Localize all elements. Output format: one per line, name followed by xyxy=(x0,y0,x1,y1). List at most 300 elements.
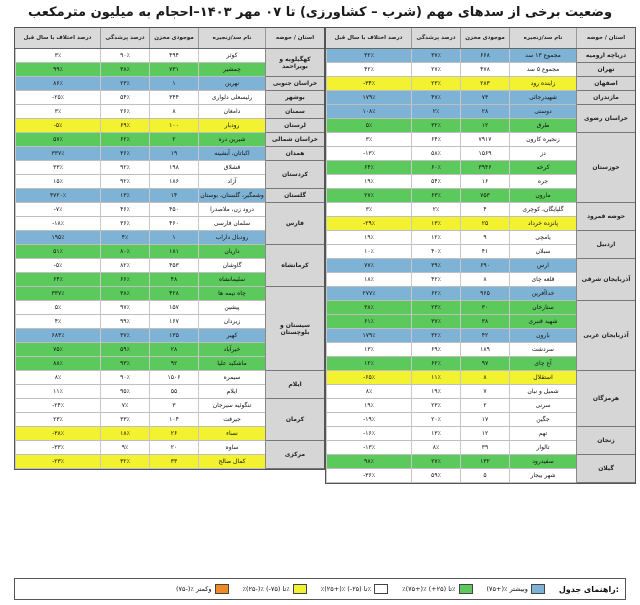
diff-cell: ۱۹٪ xyxy=(326,175,411,188)
dam-cell: رودبار xyxy=(198,119,265,132)
volume-cell: ۱۰۰ xyxy=(149,119,198,132)
diff-cell: -۲۵٪ xyxy=(15,91,100,104)
dam-cell: بارون xyxy=(509,329,576,342)
fill-cell: ۲٪ xyxy=(411,203,460,216)
diff-cell: ۸۸٪ xyxy=(15,357,100,370)
table-row xyxy=(326,203,576,217)
dam-cell: رودبال داراب xyxy=(198,231,265,244)
table-row xyxy=(326,371,576,385)
dam-cell: پیشین xyxy=(198,301,265,314)
table-row xyxy=(326,287,576,301)
header-fill: درصد پرشدگی xyxy=(100,28,149,48)
diff-cell: -۱۹٪ xyxy=(326,413,411,426)
fill-cell: ۳۲٪ xyxy=(100,455,149,468)
fill-cell: ۱۹٪ xyxy=(411,385,460,398)
fill-cell: ۶۲٪ xyxy=(100,133,149,146)
province-cell: مرکزی xyxy=(266,441,324,469)
dam-cell: نساء xyxy=(198,427,265,440)
province-cell: ایلام xyxy=(266,371,324,399)
dam-cell: سیمره xyxy=(198,371,265,384)
volume-cell: ۲۸۳ xyxy=(460,77,509,90)
volume-cell: ۱۳۵ xyxy=(149,329,198,342)
diff-cell: ۵٪ xyxy=(326,119,411,132)
volume-cell: ۱۴ xyxy=(149,189,198,202)
fill-cell: ۴٪ xyxy=(100,231,149,244)
province-column xyxy=(576,49,635,483)
table-row xyxy=(15,175,265,189)
table-row xyxy=(15,119,265,133)
volume-cell: ۶۶۸ xyxy=(460,49,509,62)
table-row xyxy=(15,315,265,329)
province-cell: گلستان xyxy=(266,189,324,203)
diff-cell: ۸٪ xyxy=(15,371,100,384)
header-volume: موجودی مخزن xyxy=(460,28,509,48)
volume-cell: ۷۵۳ xyxy=(460,189,509,202)
legend-swatch xyxy=(531,584,545,594)
diff-cell: ۳٪ xyxy=(326,133,411,146)
fill-cell: ۶۰٪ xyxy=(411,161,460,174)
dam-cell: پانزده خرداد xyxy=(509,217,576,230)
province-cell: فارس xyxy=(266,203,324,245)
dam-cell: یامچی xyxy=(509,231,576,244)
diff-cell: ۱۹۵٪ xyxy=(15,231,100,244)
volume-cell: ۱۲ xyxy=(460,119,509,132)
table-row xyxy=(326,469,576,483)
dam-cell: سرنی xyxy=(509,399,576,412)
dam-cell: شهید قنبری xyxy=(509,315,576,328)
province-cell: مازندران xyxy=(577,91,635,105)
diff-cell: -۲۹٪ xyxy=(326,217,411,230)
dam-cell: کمال صالح xyxy=(198,455,265,468)
table-row xyxy=(15,427,265,441)
volume-cell: ۴۵۳ xyxy=(149,259,198,272)
table-row xyxy=(15,231,265,245)
volume-cell: ۱۸۱ xyxy=(149,245,198,258)
province-cell: بوشهر xyxy=(266,91,324,105)
volume-cell: ۳۹۴۶ xyxy=(460,161,509,174)
diff-cell: ۲۷٪ xyxy=(326,189,411,202)
diff-cell: ۲۳٪ xyxy=(15,413,100,426)
table-row xyxy=(326,273,576,287)
dam-cell: تالوار xyxy=(509,441,576,454)
diff-cell: ۶۴٪ xyxy=(326,161,411,174)
dam-cell: آزاد xyxy=(198,175,265,188)
province-cell: سمنان xyxy=(266,105,324,119)
dam-cell: زیردان xyxy=(198,315,265,328)
page-title: وضعیت برخی از سدهای مهم (شرب – کشاورزی) تا ۰۷ مهر ۱۴۰۳–احجام به میلیون مترمکعب xyxy=(27,5,613,20)
fill-cell: ۱۳٪ xyxy=(100,189,149,202)
volume-cell: ۸ xyxy=(460,273,509,286)
fill-cell: ۹۰٪ xyxy=(100,49,149,62)
dam-cell: شمیل و نیان xyxy=(509,385,576,398)
dam-cell: چمشیر xyxy=(198,63,265,76)
legend-swatch xyxy=(293,584,307,594)
header-diff: درصد اختلاف با سال قبل xyxy=(334,35,403,41)
legend-swatch xyxy=(459,584,473,594)
province-cell: خراسان جنوبی xyxy=(266,77,324,91)
table-row xyxy=(15,245,265,259)
diff-cell: ۱۷۹٪ xyxy=(326,329,411,342)
volume-cell: ۴۱ xyxy=(460,245,509,258)
province-column xyxy=(265,49,324,469)
table-row xyxy=(15,385,265,399)
legend-item-white xyxy=(321,584,388,594)
table-row xyxy=(326,385,576,399)
table-row xyxy=(15,133,265,147)
header-volume: موجودی مخزن xyxy=(149,28,198,48)
dam-cell: ارس xyxy=(509,259,576,272)
dam-cell: تهم xyxy=(509,427,576,440)
diff-cell: ۱۹٪ xyxy=(326,231,411,244)
volume-cell: ۹۲ xyxy=(149,357,198,370)
table-row xyxy=(326,147,576,161)
volume-cell: ۲۰ xyxy=(149,441,198,454)
table-row xyxy=(15,287,265,301)
table-row xyxy=(15,203,265,217)
fill-cell: ۶۳٪ xyxy=(411,189,460,202)
volume-cell: ۴۲۸ xyxy=(149,287,198,300)
province-cell: اصفهان xyxy=(577,77,635,91)
diff-cell: -۲۳٪ xyxy=(15,455,100,468)
legend-label: ٪(۷۵+)٪ تا (۲۵+)٪ xyxy=(402,585,456,593)
fill-cell: ۲۳٪ xyxy=(411,399,460,412)
fill-cell: ۹۲٪ xyxy=(100,175,149,188)
fill-cell: ۳۹٪ xyxy=(411,259,460,272)
diff-cell: -۵٪ xyxy=(15,119,100,132)
header-province: استان / حوضه xyxy=(265,28,324,48)
dam-cell: جیرفت xyxy=(198,413,265,426)
diff-cell: ۱۹٪ xyxy=(326,399,411,412)
diff-cell: ۱۵٪ xyxy=(15,175,100,188)
table-row xyxy=(15,371,265,385)
diff-cell: -۱۶٪ xyxy=(326,427,411,440)
fill-cell: ۳۶٪ xyxy=(100,217,149,230)
province-cell: دریاچه ارومیه xyxy=(577,49,635,63)
diff-cell: ۶۴٪ xyxy=(15,273,100,286)
diff-cell: -۵٪ xyxy=(15,259,100,272)
diff-cell: -۳۶٪ xyxy=(326,469,411,482)
fill-cell: ۹۲٪ xyxy=(100,161,149,174)
volume-cell: ۲۸ xyxy=(149,343,198,356)
rows-column xyxy=(326,49,576,483)
diff-cell: ۶۱٪ xyxy=(326,315,411,328)
volume-cell: ۱۰۴ xyxy=(149,413,198,426)
fill-cell: ۳۳٪ xyxy=(100,413,149,426)
fill-cell: ۶۲٪ xyxy=(411,357,460,370)
table-row xyxy=(15,147,265,161)
volume-cell: ۳۰ xyxy=(460,301,509,314)
fill-cell: ۴۷٪ xyxy=(411,91,460,104)
volume-cell: ۱۶۷ xyxy=(149,315,198,328)
fill-cell: ۹۳٪ xyxy=(100,357,149,370)
volume-cell: ۲۵ xyxy=(460,217,509,230)
dam-cell: دز xyxy=(509,147,576,160)
fill-cell: ۲۳٪ xyxy=(100,77,149,90)
legend-label: ٪(۲۵+)٪ تا (۲۵-)٪ xyxy=(320,585,372,593)
left-table-body xyxy=(15,49,324,469)
table-row xyxy=(15,259,265,273)
volume-cell: ۱۳۲ xyxy=(460,455,509,468)
fill-cell: ۲۶٪ xyxy=(100,105,149,118)
province-cell: کهگیلویه و بویراحمد xyxy=(266,49,324,77)
fill-cell: ۲۳٪ xyxy=(411,77,460,90)
dam-cell: کرخه xyxy=(509,161,576,174)
right-table xyxy=(325,27,636,484)
fill-cell: ۵۴٪ xyxy=(411,175,460,188)
fill-cell: ۱۲٪ xyxy=(411,231,460,244)
table-row xyxy=(326,315,576,329)
volume-cell: ۴۹۴ xyxy=(149,49,198,62)
table-row xyxy=(15,273,265,287)
volume-cell: ۱۷ xyxy=(460,413,509,426)
diff-cell: ۳٪ xyxy=(15,49,100,62)
diff-cell: ۱۷۹٪ xyxy=(326,91,411,104)
table-row xyxy=(15,77,265,91)
table-row xyxy=(15,189,265,203)
diff-cell: ۳٪ xyxy=(326,203,411,216)
fill-cell: ۳۸٪ xyxy=(100,287,149,300)
diff-cell: ۵۷٪ xyxy=(15,133,100,146)
fill-cell: ۲٪ xyxy=(411,105,460,118)
dam-cell: ماشکید علیا xyxy=(198,357,265,370)
fill-cell: ۱۸٪ xyxy=(100,427,149,440)
table-row xyxy=(15,413,265,427)
table-row xyxy=(15,217,265,231)
volume-cell: ۷ xyxy=(460,385,509,398)
dam-cell: سلمان فارسی xyxy=(198,217,265,230)
table-row xyxy=(326,259,576,273)
fill-cell: ۷٪ xyxy=(100,399,149,412)
fill-cell: ۵۹٪ xyxy=(411,469,460,482)
header-fill: درصد پرشدگی xyxy=(411,28,460,48)
fill-cell: ۶۹٪ xyxy=(100,119,149,132)
province-cell: تهران xyxy=(577,63,635,77)
diff-cell: ۹۹٪ xyxy=(15,63,100,76)
province-cell: کرمانشاه xyxy=(266,245,324,287)
table-header xyxy=(326,28,635,49)
table-row xyxy=(326,91,576,105)
legend-label: (۷۵+)٪ وبیشتر xyxy=(486,585,528,593)
diff-cell: -۱۳٪ xyxy=(326,147,411,160)
diff-cell: ۱۸٪ xyxy=(326,273,411,286)
header-diff: درصد اختلاف با سال قبل xyxy=(23,35,92,41)
fill-cell: ۳۷٪ xyxy=(100,329,149,342)
dam-cell: ساوه xyxy=(198,441,265,454)
volume-cell: ۳۹ xyxy=(460,441,509,454)
volume-cell: ۱۵۰۶ xyxy=(149,371,198,384)
dam-cell: استقلال xyxy=(509,371,576,384)
table-row xyxy=(326,455,576,469)
dam-cell: دامغان xyxy=(198,105,265,118)
dam-cell: رئیسعلی دلواری xyxy=(198,91,265,104)
diff-cell: ۳۸٪ xyxy=(326,301,411,314)
fill-cell: ۵۸٪ xyxy=(411,147,460,160)
table-row xyxy=(15,343,265,357)
table-row xyxy=(326,189,576,203)
province-cell: کردستان xyxy=(266,161,324,189)
right-table-body xyxy=(326,49,635,483)
legend-item-blue xyxy=(487,584,545,594)
volume-cell: ۴۸ xyxy=(149,273,198,286)
province-cell: هرمزگان xyxy=(577,371,635,427)
legend-label: ٪(۲۵-)٪ تا (۷۵-)٪ xyxy=(242,585,290,593)
legend-item-orange xyxy=(176,584,229,594)
diff-cell: ۱۰٪ xyxy=(326,245,411,258)
table-row xyxy=(15,49,265,63)
province-cell: کرمان xyxy=(266,399,324,441)
diff-cell: ۶۸۳٪ xyxy=(15,329,100,342)
volume-cell: ۳۴۴ xyxy=(149,91,198,104)
diff-cell: ۱۰۸٪ xyxy=(326,105,411,118)
fill-cell: ۸۲٪ xyxy=(100,259,149,272)
left-table xyxy=(14,27,325,470)
legend-label: (۷۵-)٪ وکمتر xyxy=(175,585,212,593)
province-cell: آذربایجان غربی xyxy=(577,301,635,371)
volume-cell: ۷۳ xyxy=(460,91,509,104)
volume-cell: ۱۵۶۹ xyxy=(460,147,509,160)
table-row xyxy=(326,399,576,413)
province-cell: سیستان و بلوچستان xyxy=(266,287,324,371)
fill-cell: ۶۶٪ xyxy=(100,273,149,286)
header-dam: نام سد/زنجیره xyxy=(198,28,265,48)
dam-cell: طرق xyxy=(509,119,576,132)
dam-cell: زاینده رود xyxy=(509,77,576,90)
table-header xyxy=(15,28,324,49)
diff-cell: ۳۲٪ xyxy=(326,49,411,62)
fill-cell: ۲۰٪ xyxy=(411,413,460,426)
table-row xyxy=(326,413,576,427)
diff-cell: -۱۸٪ xyxy=(15,217,100,230)
volume-cell: ۵ xyxy=(460,469,509,482)
dam-cell: سبلان xyxy=(509,245,576,258)
volume-cell: ۹۶۵ xyxy=(460,287,509,300)
province-cell: آذربایجان شرقی xyxy=(577,259,635,301)
fill-cell: ۹۹٪ xyxy=(100,315,149,328)
fill-cell: ۱۳٪ xyxy=(411,427,460,440)
fill-cell: ۹۵٪ xyxy=(100,385,149,398)
volume-cell: ۱۵۷ xyxy=(149,301,198,314)
header-province: استان / حوضه xyxy=(576,28,635,48)
volume-cell: ۷۳۱ xyxy=(149,63,198,76)
dam-cell: زنجیره کارون xyxy=(509,133,576,146)
province-cell: حوضه قمرود xyxy=(577,203,635,231)
legend xyxy=(14,578,626,600)
volume-cell: ۴۷۸ xyxy=(460,63,509,76)
dam-cell: مارون xyxy=(509,189,576,202)
table-row xyxy=(326,77,576,91)
volume-cell: ۱۶ xyxy=(460,175,509,188)
dam-cell: جگین xyxy=(509,413,576,426)
dam-cell: سردشت xyxy=(509,343,576,356)
dam-cell: ایلام xyxy=(198,385,265,398)
dam-cell: داریان xyxy=(198,245,265,258)
dam-cell: شهیدرجائی xyxy=(509,91,576,104)
fill-cell: ۹۷٪ xyxy=(100,301,149,314)
volume-cell: ۲۶ xyxy=(149,427,198,440)
volume-cell: ۳۳ xyxy=(149,455,198,468)
table-row xyxy=(15,301,265,315)
table-row xyxy=(15,455,265,469)
table-row xyxy=(326,175,576,189)
volume-cell: ۲ xyxy=(149,133,198,146)
diff-cell: ۳٪ xyxy=(15,105,100,118)
fill-cell: ۸۰٪ xyxy=(100,245,149,258)
fill-cell: ۳۷٪ xyxy=(411,315,460,328)
dam-cell: سلیمانشاه xyxy=(198,273,265,286)
table-row xyxy=(326,231,576,245)
volume-cell: ۹۷ xyxy=(460,357,509,370)
diff-cell: -۳۴٪ xyxy=(326,77,411,90)
dam-cell: کوثر xyxy=(198,49,265,62)
legend-swatch xyxy=(215,584,229,594)
fill-cell: ۶۴٪ xyxy=(411,133,460,146)
province-cell: زنجان xyxy=(577,427,635,455)
diff-cell: ۳۳۷٪ xyxy=(15,147,100,160)
rows-column xyxy=(15,49,265,469)
diff-cell: ۴۷۲۰٪ xyxy=(15,189,100,202)
table-row xyxy=(326,217,576,231)
dam-cell: خداآفرین xyxy=(509,287,576,300)
table-row xyxy=(326,441,576,455)
volume-cell: ۳۸ xyxy=(460,315,509,328)
dam-cell: قشلاق xyxy=(198,161,265,174)
diff-cell: ۸۶٪ xyxy=(15,77,100,90)
province-cell: خراسان رضوی xyxy=(577,105,635,133)
table-row xyxy=(15,399,265,413)
diff-cell: ۸٪ xyxy=(326,385,411,398)
fill-cell: ۳۲٪ xyxy=(411,329,460,342)
dam-cell: چاه نیمه ها xyxy=(198,287,265,300)
table-row xyxy=(326,329,576,343)
fill-cell: ۳۲٪ xyxy=(411,119,460,132)
legend-title: راهنمای جدول: xyxy=(558,584,619,594)
volume-cell: ۳ xyxy=(149,399,198,412)
diff-cell: ۴۲٪ xyxy=(326,63,411,76)
table-row xyxy=(326,119,576,133)
dam-cell: نهرین xyxy=(198,77,265,90)
diff-cell: ۳۳٪ xyxy=(15,161,100,174)
diff-cell: ۵۱٪ xyxy=(15,245,100,258)
volume-cell: ۱ xyxy=(149,77,198,90)
diff-cell: -۱۳٪ xyxy=(326,441,411,454)
volume-cell: ۲ xyxy=(460,399,509,412)
dam-cell: گلپایگان، کوچری xyxy=(509,203,576,216)
dam-cell: شهر بیجار xyxy=(509,469,576,482)
header-dam: نام سد/زنجیره xyxy=(509,28,576,48)
dam-cell: دوستی xyxy=(509,105,576,118)
fill-cell: ۶۹٪ xyxy=(411,343,460,356)
volume-cell: ۹ xyxy=(460,231,509,244)
volume-cell: ۴۵۰ xyxy=(149,203,198,216)
diff-cell: ۱۳٪ xyxy=(326,343,411,356)
volume-cell: ۲۸ xyxy=(460,105,509,118)
volume-cell: ۱۲ xyxy=(460,427,509,440)
fill-cell: ۵۹٪ xyxy=(100,343,149,356)
volume-cell: ۱۹ xyxy=(149,147,198,160)
fill-cell: ۳۷٪ xyxy=(411,49,460,62)
fill-cell: ۵۴٪ xyxy=(100,91,149,104)
fill-cell: ۸٪ xyxy=(411,441,460,454)
diff-cell: -۳۸٪ xyxy=(15,427,100,440)
diff-cell: ۲۷۷٪ xyxy=(326,287,411,300)
table-row xyxy=(15,63,265,77)
dam-cell: خیرآباد xyxy=(198,343,265,356)
diff-cell: -۷٪ xyxy=(15,203,100,216)
dam-cell: ستارخان xyxy=(509,301,576,314)
province-cell: همدان xyxy=(266,147,324,161)
table-row xyxy=(326,49,576,63)
table-row xyxy=(326,427,576,441)
